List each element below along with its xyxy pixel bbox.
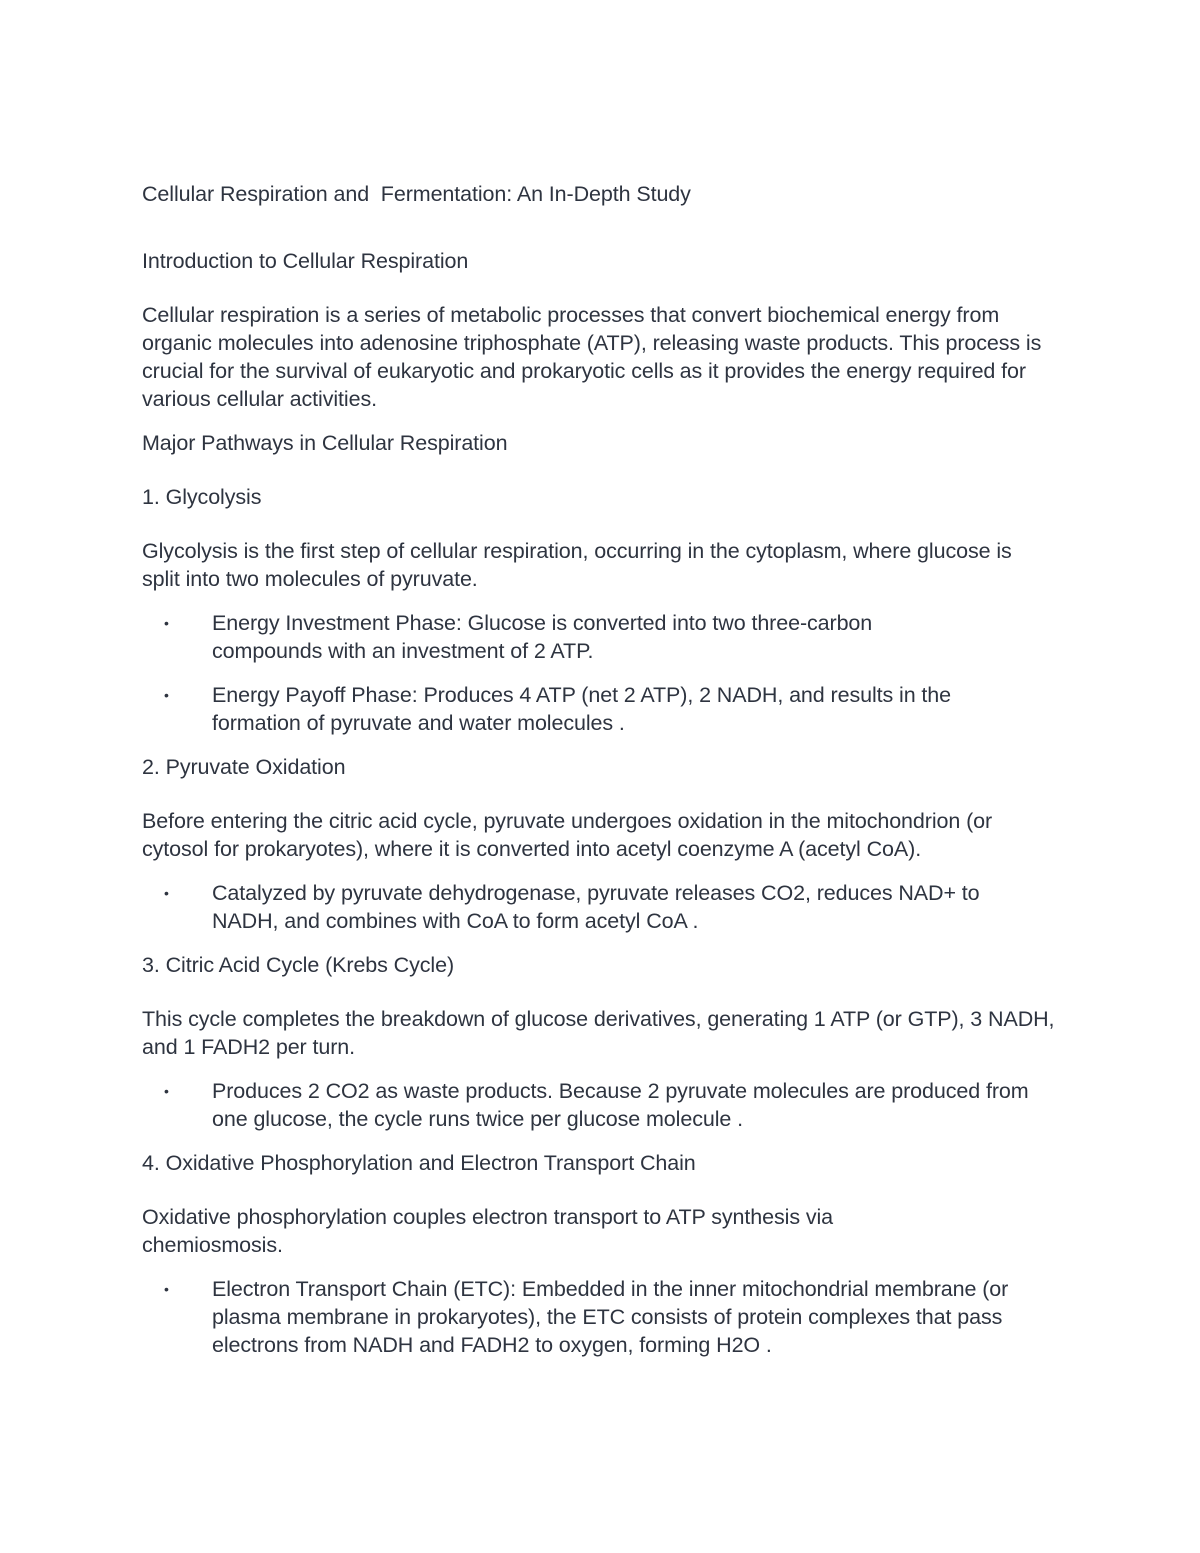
section-heading-pyruvate-oxidation: 2. Pyruvate Oxidation: [142, 755, 346, 779]
section-paragraph-citric-acid-cycle: This cycle completes the breakdown of glucose derivatives, generating 1 ATP (or GTP), 3 NADH, and 1 FADH2 per turn.: [142, 1007, 1055, 1059]
section-heading-oxidative-phosphorylation: 4. Oxidative Phosphorylation and Electron Transport Chain: [142, 1151, 696, 1175]
list-item: [142, 609, 952, 665]
list-item-text: Energy Investment Phase: Glucose is converted into two three-carbon compounds with an investment of 2 ATP.: [212, 611, 873, 663]
bullet-list-oxidative-phosphorylation: [142, 1275, 1080, 1359]
intro-paragraph: Cellular respiration is a series of metabolic processes that convert biochemical energy from organic molecules into adenosine triphosphate (ATP), releasing waste products. This process is crucial for the survival of eukaryotic and prokaryotic cells as it provides the energy required for various cellular activities.: [142, 303, 1042, 411]
bullet-icon: •: [164, 1083, 169, 1099]
list-item: [142, 681, 1042, 737]
intro-heading: Introduction to Cellular Respiration: [142, 249, 469, 273]
section-paragraph-pyruvate-oxidation: Before entering the citric acid cycle, pyruvate undergoes oxidation in the mitochondrion (or cytosol for prokaryotes), where it is converted into acetyl coenzyme A (acetyl CoA).: [142, 809, 993, 861]
bullet-list-pyruvate-oxidation: [142, 879, 1080, 935]
list-item: [142, 1077, 1042, 1133]
section-heading-citric-acid-cycle: 3. Citric Acid Cycle (Krebs Cycle): [142, 953, 455, 977]
document-title: Cellular Respiration and Fermentation: An In-Depth Study: [142, 182, 691, 206]
bullet-icon: •: [164, 1281, 169, 1297]
list-item-text: Electron Transport Chain (ETC): Embedded in the inner mitochondrial membrane (or plasma membrane in prokaryotes), the ETC consists of protein complexes that pass electrons from NADH and FADH2 to oxygen, forming H2O .: [212, 1277, 1009, 1357]
list-item-text: Catalyzed by pyruvate dehydrogenase, pyruvate releases CO2, reduces NAD+ to NADH, and combines with CoA to form acetyl CoA .: [212, 881, 980, 933]
section-heading-glycolysis: 1. Glycolysis: [142, 485, 262, 509]
bullet-list-glycolysis: [142, 609, 1080, 737]
list-item: [142, 1275, 1062, 1359]
pathways-heading: Major Pathways in Cellular Respiration: [142, 431, 508, 455]
section-paragraph-oxidative-phosphorylation: Oxidative phosphorylation couples electron transport to ATP synthesis via chemiosmosis.: [142, 1205, 834, 1257]
list-item: [142, 879, 1042, 935]
bullet-icon: •: [164, 885, 169, 901]
list-item-text: Produces 2 CO2 as waste products. Because 2 pyruvate molecules are produced from one glucose, the cycle runs twice per glucose molecule .: [212, 1079, 1029, 1131]
bullet-list-citric-acid-cycle: [142, 1077, 1080, 1133]
bullet-icon: •: [164, 615, 169, 631]
bullet-icon: •: [164, 687, 169, 703]
list-item-text: Energy Payoff Phase: Produces 4 ATP (net 2 ATP), 2 NADH, and results in the formation of pyruvate and water molecules .: [212, 683, 952, 735]
section-paragraph-glycolysis: Glycolysis is the first step of cellular respiration, occurring in the cytoplasm, where glucose is split into two molecules of pyruvate.: [142, 539, 1012, 591]
